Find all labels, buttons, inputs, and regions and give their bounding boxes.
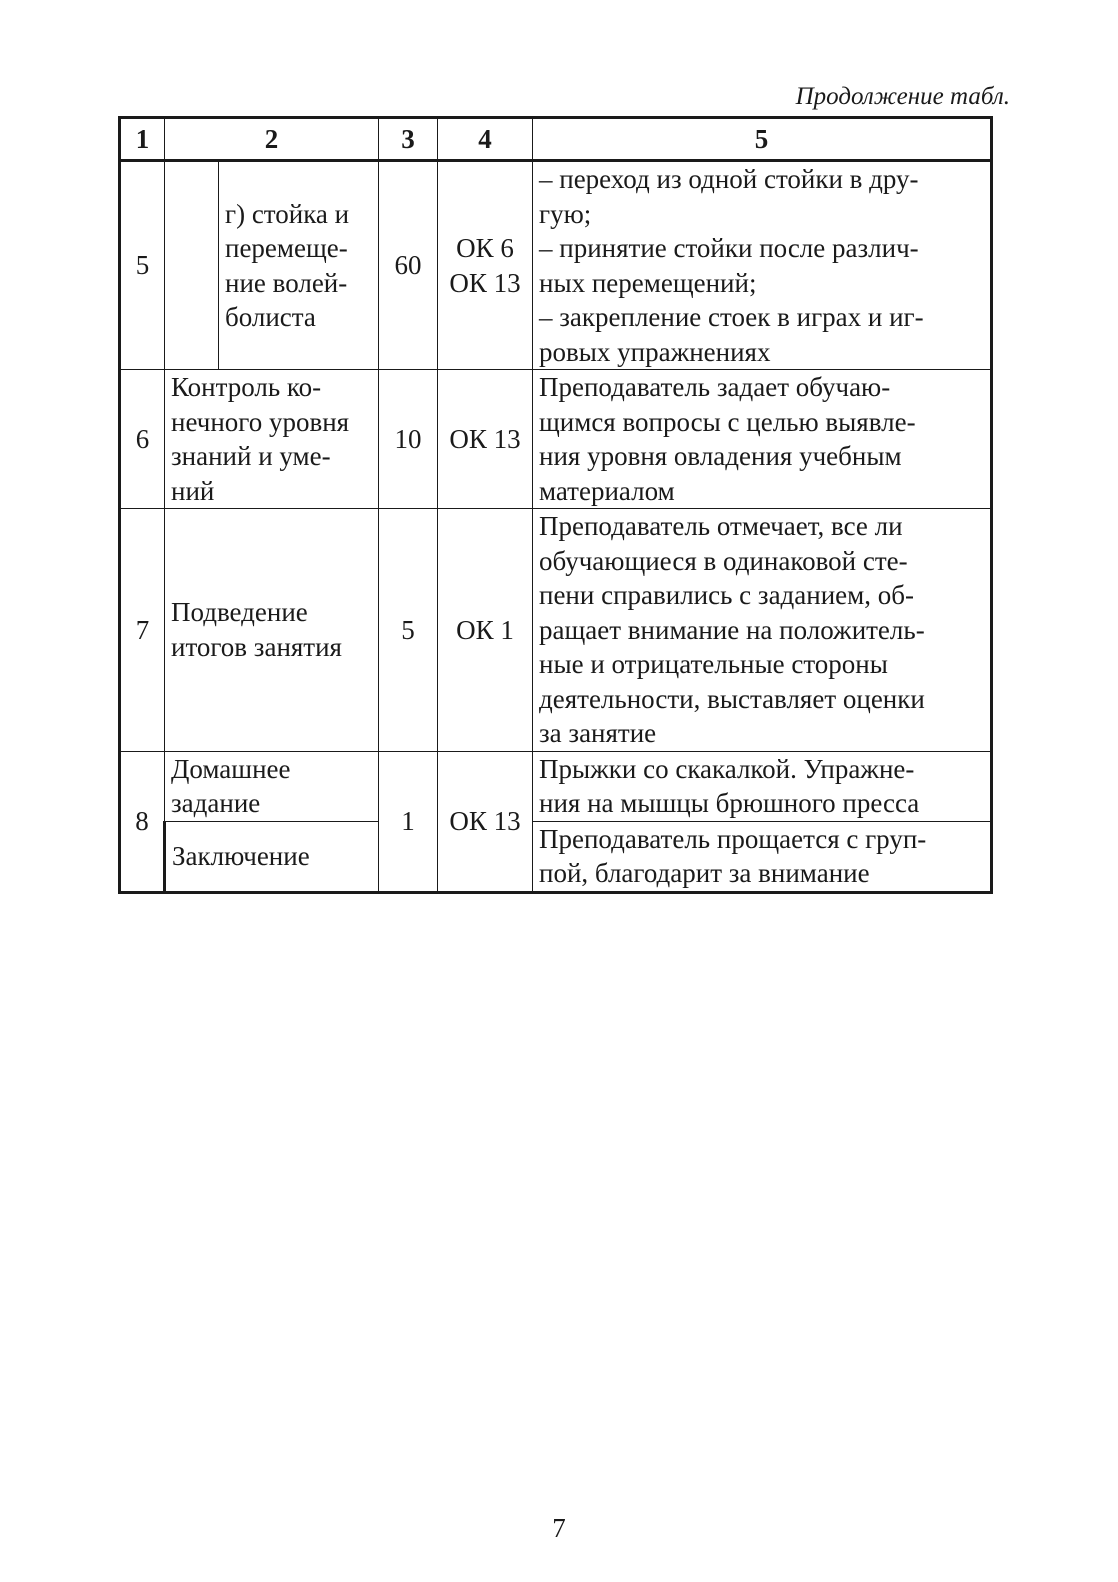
table-row [120,821,992,892]
header-col-4: 4 [438,118,533,161]
table-continuation-caption: Продолжение табл. [795,83,1010,110]
competence-cell: ОК 1 [438,509,533,752]
time-cell: 60 [379,161,438,370]
stage-cell: Подведение итогов занятия [165,509,379,752]
stage-cell: Контроль ко- нечного уровня знаний и уме- ний [165,370,379,509]
row-number: 7 [120,509,165,752]
content-cell: Преподаватель отмечает, все ли обучающиеся в одинаковой сте- пени справились с заданием, об- ращает внимание на положитель- ные и отрицательные стороны деятельности, выставляет оценки за занятие [533,509,992,752]
time-cell: 10 [379,370,438,509]
content-cell-homework: Прыжки со скакалкой. Упражне- ния на мышцы брюшного пресса [533,751,992,821]
row-number: 8 [120,751,165,892]
stage-cell-homework: Домашнее задание [165,751,379,821]
table-row [120,509,992,752]
header-col-5: 5 [533,118,992,161]
header-col-1: 1 [120,118,165,161]
header-col-2: 2 [165,118,379,161]
row-number: 5 [120,161,165,370]
content-cell: Преподаватель задает обучаю- щимся вопросы с целью выявле- ния уровня овладения учебным материалом [533,370,992,509]
time-cell: 1 [379,751,438,892]
content-cell-conclusion: Преподаватель прощается с груп- пой, благодарит за внимание [533,821,992,892]
competence-cell: ОК 13 [438,751,533,892]
time-cell: 5 [379,509,438,752]
stage-cell: г) стойка и перемеще- ние волей- болиста [219,161,379,370]
competence-cell: ОК 13 [438,370,533,509]
stage-cell-conclusion: Заключение [165,821,379,892]
table-row [120,751,992,821]
empty-indent-cell [165,161,219,370]
content-cell: – переход из одной стойки в дру- гую; – принятие стойки после различ- ных перемещений; – закрепление стоек в играх и иг- ровых упражнениях [533,161,992,370]
table-row [120,370,992,509]
header-col-3: 3 [379,118,438,161]
table-row [120,161,992,370]
table-header-row [120,118,992,161]
page-number: 7 [552,1513,566,1543]
competence-cell: ОК 6 ОК 13 [438,161,533,370]
row-number: 6 [120,370,165,509]
lesson-plan-table [118,116,993,894]
